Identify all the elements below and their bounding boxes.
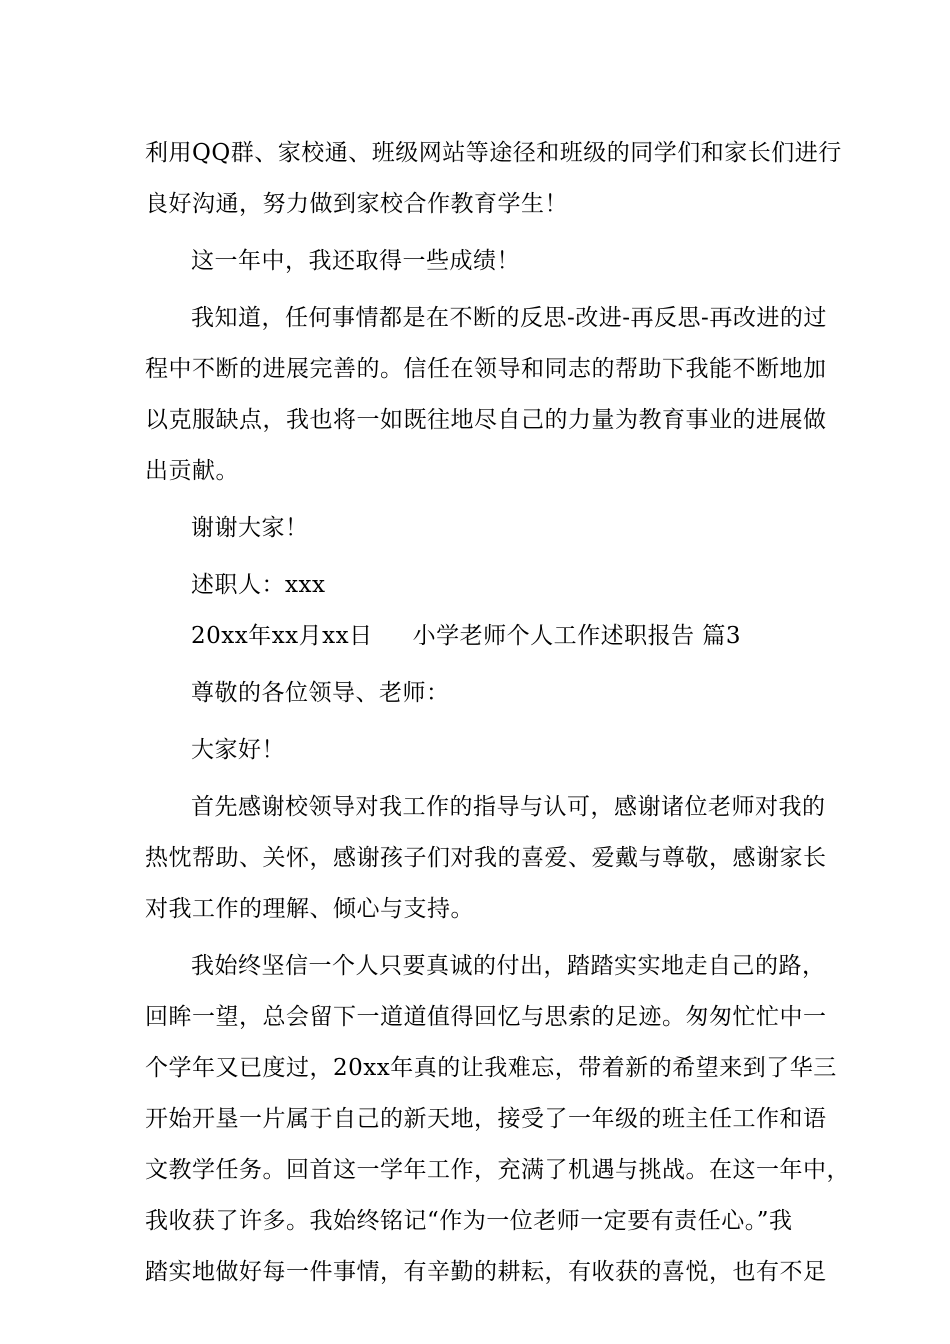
- text-line: 良好沟通，努力做到家校合作教育学生！: [145, 191, 568, 217]
- thanks-line: 谢谢大家！: [191, 515, 309, 541]
- text-line: 出贡献。: [145, 458, 239, 484]
- text-line: 以克服缺点，我也将一如既往地尽自己的力量为教育事业的进展做: [145, 407, 827, 433]
- text-line: 程中不断的进展完善的。信任在领导和同志的帮助下我能不断地加: [145, 356, 827, 382]
- paragraph-reflection: [145, 293, 827, 497]
- paragraph-gratitude: [145, 782, 827, 935]
- text-line: 利用QQ群、家校通、班级网站等途径和班级的同学们和家长们进行: [145, 140, 842, 166]
- text-line: 我始终坚信一个人只要真诚的付出，踏踏实实地走自己的路，: [191, 953, 826, 979]
- signature-line: 述职人：xxx: [191, 572, 326, 598]
- paragraph-communication: [145, 128, 842, 230]
- text-line: 开始开垦一片属于自己的新天地，接受了一年级的班主任工作和语: [145, 1106, 827, 1132]
- text-line: 我收获了许多。我始终铭记“作为一位老师一定要有责任心。”我: [145, 1208, 793, 1234]
- text-line: 首先感谢校领导对我工作的指导与认可，感谢诸位老师对我的: [191, 794, 826, 820]
- date-title-line: [145, 611, 810, 662]
- text-line: 文教学任务。回首这一学年工作，充满了机遇与挑战。在这一年中，: [145, 1157, 850, 1183]
- section-title: 小学老师个人工作述职报告 篇3: [412, 623, 742, 649]
- paragraph-review: [145, 941, 850, 1298]
- document-body: [145, 128, 850, 1298]
- text-line: 个学年又已度过，20xx年真的让我难忘，带着新的希望来到了华三: [145, 1055, 837, 1081]
- text-line: 我知道，任何事情都是在不断的反思-改进-再反思-再改进的过: [191, 305, 827, 331]
- report-date: 20xx年xx月xx日: [191, 623, 373, 649]
- text-line: 这一年中，我还取得一些成绩！: [191, 248, 520, 274]
- paragraph-achievements: [145, 236, 810, 287]
- text-line: 回眸一望，总会留下一道道值得回忆与思索的足迹。匆匆忙忙中一: [145, 1004, 827, 1030]
- salutation-line: 尊敬的各位领导、老师：: [191, 680, 450, 706]
- text-line: 热忱帮助、关怀，感谢孩子们对我的喜爱、爱戴与尊敬，感谢家长: [145, 845, 827, 871]
- greeting-line: 大家好！: [191, 737, 285, 763]
- text-line: 踏实地做好每一件事情，有辛勤的耕耘，有收获的喜悦，也有不足: [145, 1259, 827, 1285]
- text-line: 对我工作的理解、倾心与支持。: [145, 896, 474, 922]
